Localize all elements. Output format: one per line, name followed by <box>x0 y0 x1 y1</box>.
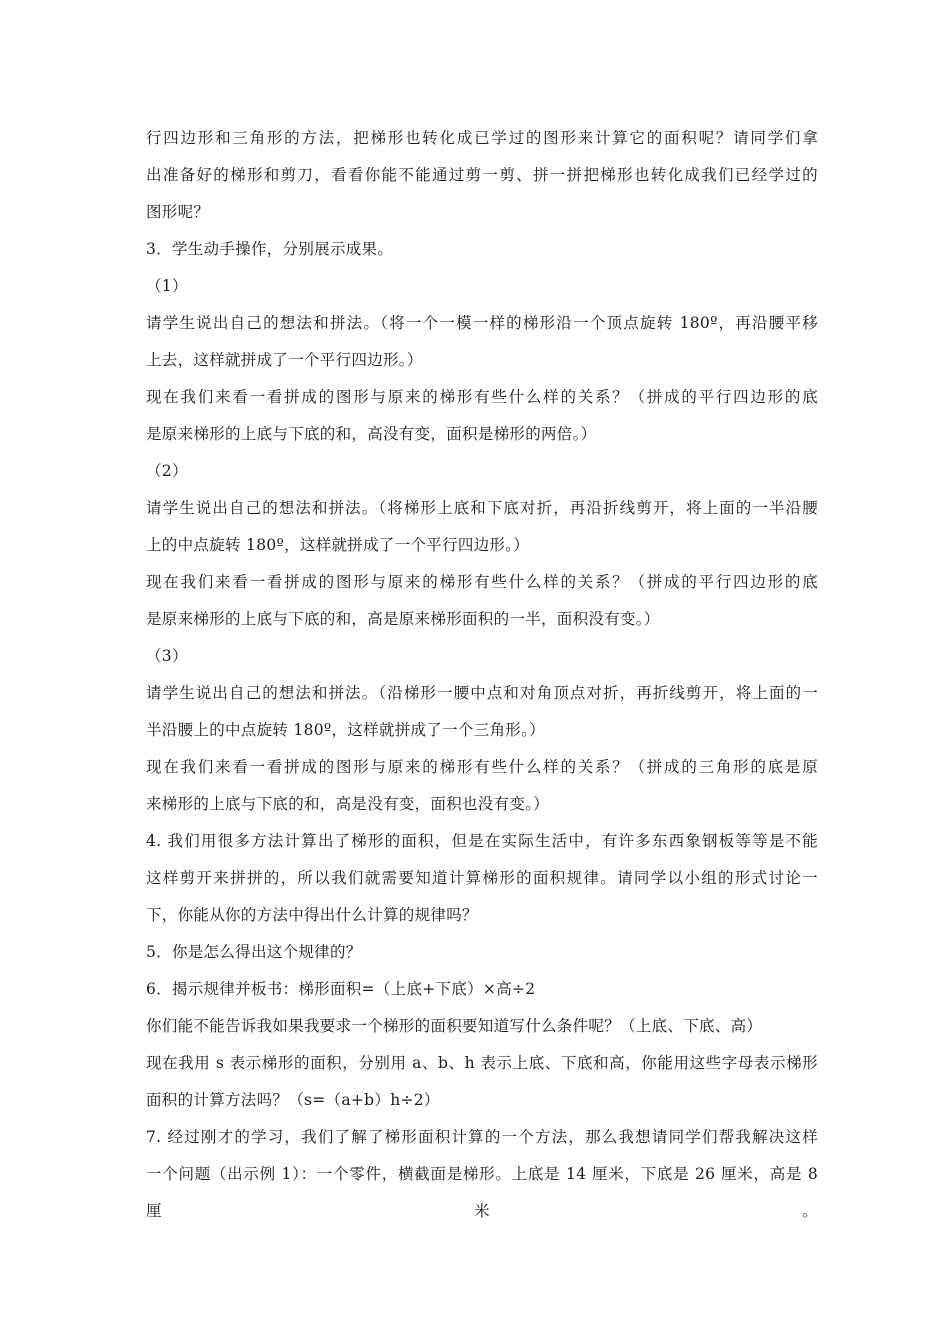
text-line: （2） <box>146 462 188 480</box>
text-line: 请学生说出自己的想法和拼法。（将一个一模一样的梯形沿一个顶点旋转 180º，再沿腰平移 <box>146 314 818 332</box>
text-line: 图形呢？ <box>146 203 210 221</box>
text-line: 3．学生动手操作，分别展示成果。 <box>146 240 394 258</box>
text-line: 现在我用 s 表示梯形的面积，分别用 a、b、h 表示上底、下底和高，你能用这些字母表示梯形 <box>146 1054 818 1072</box>
text-line: 4. 我们用很多方法计算出了梯形的面积，但是在实际生活中，有许多东西象钢板等等是不能 <box>146 832 818 850</box>
text-line: 5．你是怎么得出这个规律的？ <box>146 943 362 961</box>
document-page <box>146 120 818 1220</box>
text-line: 现在我们来看一看拼成的图形与原来的梯形有些什么样的关系？（拼成的三角形的底是原 <box>146 758 818 776</box>
text-line: 下，你能从你的方法中得出什么计算的规律吗？ <box>146 906 478 924</box>
text-line: 6．揭示规律并板书：梯形面积=（上底+下底）×高÷2 <box>146 980 536 998</box>
text-line: （3） <box>146 647 188 665</box>
text-line: 现在我们来看一看拼成的图形与原来的梯形有些什么样的关系？（拼成的平行四边形的底 <box>146 573 818 591</box>
text-line: 一个问题（出示例 1）：一个零件，横截面是梯形。上底是 14 厘米，下底是 26 厘米，高是 8 厘米。 <box>146 1165 818 1220</box>
text-line: 出准备好的梯形和剪刀，看看你能不能通过剪一剪、拼一拼把梯形也转化成我们已经学过的 <box>146 166 818 184</box>
text-line: 这样剪开来拼拼的，所以我们就需要知道计算梯形的面积规律。请同学以小组的形式讨论一 <box>146 869 818 887</box>
text-line: 请学生说出自己的想法和拼法。（将梯形上底和下底对折，再沿折线剪开，将上面的一半沿腰 <box>146 499 818 517</box>
text-line: 是原来梯形的上底与下底的和，高是原来梯形面积的一半，面积没有变。） <box>146 610 660 628</box>
text-line: 是原来梯形的上底与下底的和，高没有变，面积是梯形的两倍。） <box>146 425 597 443</box>
text-line: 现在我们来看一看拼成的图形与原来的梯形有些什么样的关系？（拼成的平行四边形的底 <box>146 388 818 406</box>
text-line: 上去，这样就拼成了一个平行四边形。） <box>146 351 423 369</box>
text-line: 上的中点旋转 180º，这样就拼成了一个平行四边形。） <box>146 536 530 554</box>
text-line: 7. 经过刚才的学习，我们了解了梯形面积计算的一个方法，那么我想请同学们帮我解决这样 <box>146 1128 818 1146</box>
text-line: 请学生说出自己的想法和拼法。（沿梯形一腰中点和对角顶点对折，再折线剪开，将上面的一 <box>146 684 818 702</box>
text-line: （1） <box>146 277 188 295</box>
text-line: 来梯形的上底与下底的和，高是没有变，面积也没有变。） <box>146 795 550 813</box>
document-body <box>146 120 818 1220</box>
text-line: 你们能不能告诉我如果我要求一个梯形的面积要知道写什么条件呢？（上底、下底、高） <box>146 1017 763 1035</box>
text-line: 半沿腰上的中点旋转 180º，这样就拼成了一个三角形。） <box>146 721 545 739</box>
text-line: 行四边形和三角形的方法，把梯形也转化成已学过的图形来计算它的面积呢？请同学们拿 <box>146 129 818 147</box>
text-line: 面积的计算方法吗？（s=（a+b）h÷2） <box>146 1091 440 1109</box>
